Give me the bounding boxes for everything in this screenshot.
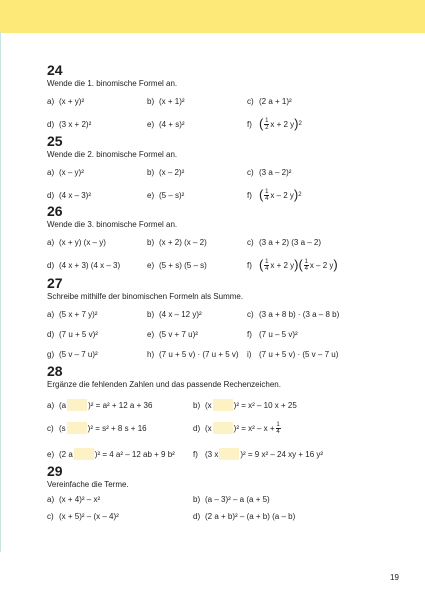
task-term: (3 x + 2)² [59, 119, 92, 129]
task-term: x + 2 y [270, 119, 295, 129]
exercise-instruction: Wende die 1. binomische Formel an. [47, 79, 178, 88]
task-e [147, 255, 207, 275]
task-a [47, 91, 84, 111]
task-c [247, 91, 292, 111]
task-label: a) [47, 309, 55, 319]
task-term: (4 + s)² [159, 119, 185, 129]
top-color-band [0, 0, 425, 33]
task-term: (x – y)² [59, 167, 84, 177]
answer-box[interactable] [213, 399, 233, 411]
task-f [247, 324, 298, 344]
task-term: x – 2 y [309, 260, 334, 270]
task-term: (x + 2) (x – 2) [159, 237, 207, 247]
task-label: d) [47, 329, 55, 339]
task-term: (5 + s) (5 – s) [159, 260, 207, 270]
task-label: b) [193, 495, 201, 504]
fraction: $\frac{1}{2}$ [265, 117, 269, 131]
task-label: i) [247, 349, 252, 359]
task-label: e) [147, 190, 155, 200]
page-number: 19 [390, 573, 399, 582]
task-b [147, 304, 202, 324]
task-row [47, 344, 407, 364]
task-label: d) [47, 260, 55, 270]
exercise-instruction: Vereinfache die Terme. [47, 480, 129, 489]
fraction: $\frac{1}{4}$ [265, 188, 269, 202]
task-a: a) (a )² = a² + 12 a + 36 [47, 400, 153, 410]
task-term: (x + y) (x – y) [59, 237, 106, 247]
task-row [47, 232, 407, 252]
task-c [247, 304, 339, 324]
task-label: d) [193, 423, 201, 433]
task-term: (7 u – 5 v)² [259, 329, 298, 339]
task-label: f) [247, 329, 252, 339]
task-label: d) [193, 512, 201, 521]
exercise-number: 26 [47, 203, 63, 219]
task-h [147, 344, 239, 364]
task-f: f) ( $\frac{1}{4}$ x + 2 y ) ( $\frac{1}{4}$ x – 2 y ) [247, 257, 338, 272]
task-e: e) (2 a )² = 4 a² – 12 ab + 9 b² [47, 449, 175, 459]
task-term: (5 x + 7 y)² [59, 309, 98, 319]
task-g [47, 344, 98, 364]
task-d [47, 324, 98, 344]
task-label: b) [147, 96, 155, 106]
task-row [47, 162, 407, 182]
task-term: (x + 4)² – x² [59, 495, 101, 504]
task-a [47, 162, 84, 182]
exercise-instruction: Wende die 2. binomische Formel an. [47, 150, 178, 159]
task-row [47, 114, 407, 134]
task-label: c) [247, 237, 254, 247]
task-a [47, 304, 97, 324]
task-term: (2 a + b)² – (a + b) (a – b) [205, 512, 296, 521]
task-label: c) [247, 309, 254, 319]
exercise-25 [47, 133, 407, 205]
task-term: (7 u + 5 v) · (7 u + 5 v) [159, 349, 239, 359]
task-label: e) [47, 449, 55, 459]
exercise-number: 25 [47, 133, 63, 149]
exercise-instruction: Ergänze die fehlenden Zahlen und das passende Rechenzeichen. [47, 380, 281, 389]
exercise-number: 24 [47, 62, 63, 78]
task-label: c) [247, 167, 254, 177]
task-b [193, 491, 270, 508]
task-label: c) [247, 96, 254, 106]
task-label: b) [147, 309, 155, 319]
task-b [147, 91, 185, 111]
exercise-number: 28 [47, 363, 63, 379]
task-f: f) ( $\frac{1}{4}$ x – 2 y ) 2 [247, 187, 302, 202]
exercise-number: 27 [47, 275, 63, 291]
fraction: $\frac{1}{4}$ [265, 258, 269, 272]
task-d: d) (x )² = x² – x + $\frac{1}{4}$ [193, 421, 280, 435]
task-label: c) [47, 512, 54, 521]
task-label: a) [47, 495, 55, 504]
task-term: (2 a + 1)² [259, 96, 292, 106]
task-row [47, 324, 407, 344]
task-c [247, 162, 291, 182]
task-term: (4 x – 12 y)² [159, 309, 202, 319]
exponent: 2 [298, 192, 302, 198]
task-term: (7 u + 5 v) · (5 v – 7 u) [259, 349, 339, 359]
task-label: d) [47, 190, 55, 200]
task-term: (3 a + 8 b) · (3 a – 8 b) [259, 309, 340, 319]
task-d [47, 255, 120, 275]
task-label: a) [47, 96, 55, 106]
exercise-29 [47, 463, 407, 525]
task-row [47, 395, 407, 415]
task-label: e) [147, 260, 155, 270]
exercise-26 [47, 203, 407, 275]
margin-line [0, 32, 1, 552]
task-row [47, 185, 407, 205]
task-term: (5 v + 7 u)² [159, 329, 198, 339]
fraction: $\frac{1}{4}$ [304, 258, 308, 272]
task-i [247, 344, 338, 364]
task-label: h) [147, 349, 155, 359]
exercise-27 [47, 275, 407, 364]
task-b [147, 232, 207, 252]
answer-box[interactable] [213, 422, 233, 434]
task-row [47, 444, 407, 464]
task-term: (4 x + 3) (4 x – 3) [59, 260, 121, 270]
exponent: 2 [298, 121, 302, 127]
task-term: (a – 3)² – a (a + 5) [205, 495, 270, 504]
task-row [47, 304, 407, 324]
task-c [247, 232, 321, 252]
task-row [47, 508, 407, 525]
task-row [47, 491, 407, 508]
task-d [193, 508, 295, 525]
exercise-instruction: Schreibe mithilfe der binomischen Formeln als Summe. [47, 292, 244, 301]
answer-box[interactable] [67, 399, 87, 411]
task-e [147, 114, 185, 134]
task-term: x – 2 y [270, 190, 294, 200]
task-label: f) [247, 119, 252, 129]
task-label: a) [47, 167, 55, 177]
task-row [47, 255, 407, 275]
task-label: b) [193, 400, 201, 410]
task-term: (x + 5)² – (x – 4)² [59, 512, 119, 521]
task-row [47, 418, 407, 438]
answer-box[interactable] [74, 448, 94, 460]
task-term: (x + y)² [59, 96, 85, 106]
task-label: c) [47, 423, 54, 433]
task-d [47, 185, 91, 205]
task-term: (3 a – 2)² [259, 167, 292, 177]
task-e [147, 324, 198, 344]
task-term: (5 – s)² [159, 190, 185, 200]
answer-box[interactable] [67, 422, 87, 434]
task-a [47, 491, 100, 508]
task-label: e) [147, 119, 155, 129]
task-label: f) [247, 190, 252, 200]
task-term: (3 a + 2) (3 a – 2) [259, 237, 322, 247]
task-label: a) [47, 400, 55, 410]
task-term: (x – 2)² [159, 167, 185, 177]
task-label: f) [193, 449, 198, 459]
answer-box[interactable] [219, 448, 239, 460]
task-d [47, 114, 91, 134]
task-label: b) [147, 167, 155, 177]
task-term: (4 x – 3)² [59, 190, 92, 200]
task-term: x + 2 y [270, 260, 295, 270]
task-label: b) [147, 237, 155, 247]
task-label: d) [47, 119, 55, 129]
exercise-number: 29 [47, 463, 63, 479]
task-c [47, 508, 119, 525]
task-f: f) (3 x )² = 9 x² – 24 xy + 16 y² [193, 449, 324, 459]
task-e [147, 185, 184, 205]
task-a [47, 232, 106, 252]
task-row [47, 91, 407, 111]
exercise-24 [47, 62, 407, 134]
task-b: b) (x )² = x² – 10 x + 25 [193, 400, 297, 410]
task-label: g) [47, 349, 55, 359]
task-term: (x + 1)² [159, 96, 185, 106]
fraction: $\frac{1}{4}$ [276, 421, 280, 435]
task-f: f) ( $\frac{1}{2}$ x + 2 y ) 2 [247, 116, 302, 131]
task-c: c) (s )² = s² + 8 s + 16 [47, 423, 147, 433]
task-term: (5 v – 7 u)² [59, 349, 98, 359]
exercise-instruction: Wende die 3. binomische Formel an. [47, 220, 178, 229]
task-term: (7 u + 5 v)² [59, 329, 98, 339]
task-label: e) [147, 329, 155, 339]
task-label: a) [47, 237, 55, 247]
exercise-28 [47, 363, 407, 464]
task-label: f) [247, 260, 252, 270]
task-b [147, 162, 184, 182]
